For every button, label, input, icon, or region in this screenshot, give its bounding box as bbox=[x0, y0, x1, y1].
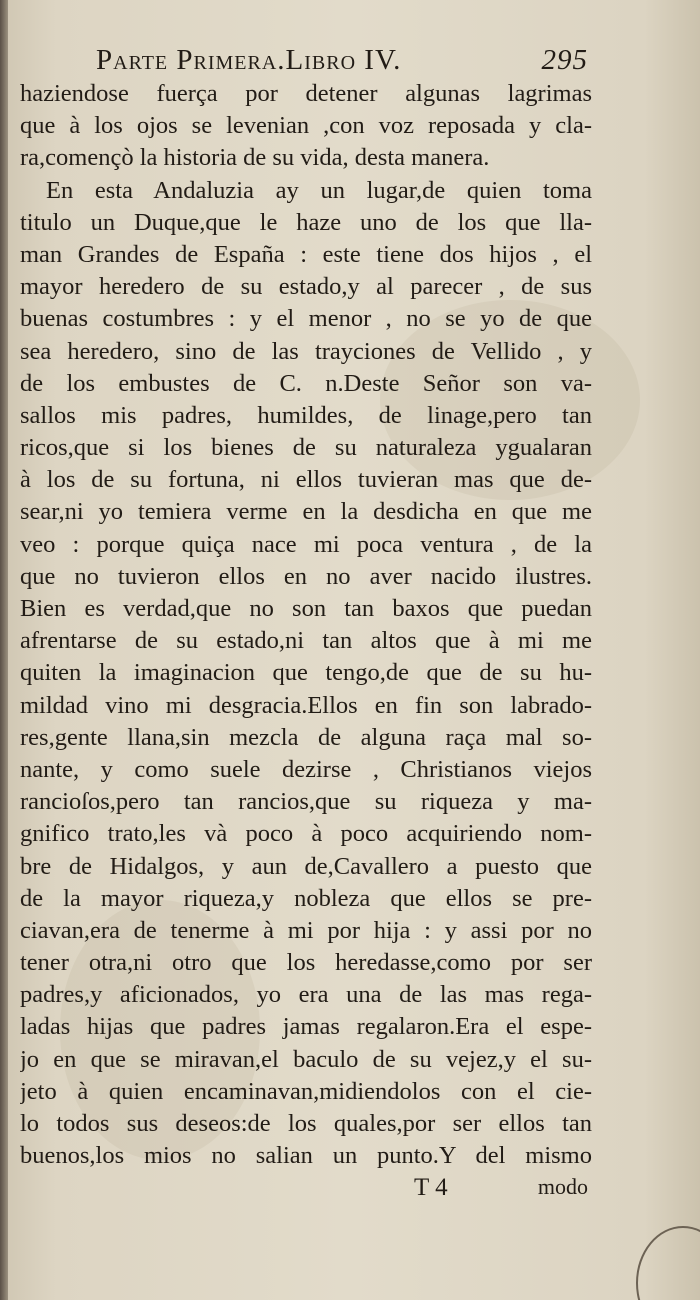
text-line: buenos,los mios no salian un punto.Y del mismo bbox=[20, 1142, 592, 1170]
catchword: modo bbox=[537, 1174, 588, 1199]
body-text bbox=[20, 78, 592, 1172]
text-line: padres,y aficionados, yo era una de las mas rega- bbox=[20, 981, 592, 1009]
text-line: gnifico trato,les và poco à poco acquiriendo nom- bbox=[20, 820, 592, 848]
text-line: Bien es verdad,que no son tan baxos que puedan bbox=[20, 595, 592, 622]
page-corner-curl bbox=[636, 1226, 700, 1300]
text-line: jeto à quien encaminavan,midiendolos con el cie- bbox=[20, 1077, 592, 1105]
running-head-title: Parte Primera.Libro IV. bbox=[96, 44, 402, 76]
text-line: lo todos sus deseos:de los quales,por ser ellos tan bbox=[20, 1110, 592, 1137]
text-line: ciavan,era de tenerme à mi por hija : y assi por no bbox=[20, 916, 592, 944]
text-line: tener otra,ni otro que los heredasse,como por ser bbox=[20, 949, 592, 977]
text-line: man Grandes de España : este tiene dos hijos , el bbox=[20, 240, 592, 268]
text-line: ricos,que si los bienes de su naturaleza ygualaran bbox=[20, 434, 592, 462]
text-line: afrentarse de su estado,ni tan altos que à mi me bbox=[20, 627, 592, 655]
page-footer bbox=[20, 1170, 592, 1210]
text-line: de los embustes de C. n.Deste Señor son va- bbox=[20, 369, 592, 397]
text-line: jo en que se miravan,el baculo de su vejez,y el su- bbox=[20, 1045, 592, 1073]
text-line: que no tuvieron ellos en no aver nacido ilustres. bbox=[20, 562, 592, 590]
text-line: sallos mis padres, humildes, de linage,pero tan bbox=[20, 401, 592, 429]
text-line: quiten la imaginacion que tengo,de que de su hu- bbox=[20, 659, 592, 687]
text-line: à los de su fortuna, ni ellos tuvieran mas que de- bbox=[20, 466, 592, 494]
text-line: sea heredero, sino de las trayciones de Vellido , y bbox=[20, 337, 592, 365]
text-line: res,gente llana,sin mezcla de alguna raça mal so- bbox=[20, 723, 592, 751]
text-line: bre de Hidalgos, y aun de,Cavallero a puesto que bbox=[20, 852, 592, 880]
text-line: En esta Andaluzia ay un lugar,de quien toma bbox=[46, 176, 592, 204]
text-line: ladas hijas que padres jamas regalaron.Era el espe- bbox=[20, 1013, 592, 1041]
text-line: titulo un Duque,que le haze uno de los que lla- bbox=[20, 208, 592, 236]
text-line: ra,començò la historia de su vida, desta manera. bbox=[20, 144, 490, 172]
text-line: veo : porque quiça nace mi poca ventura , de la bbox=[20, 530, 592, 558]
text-line: sear,ni yo temiera verme en la desdicha en que me bbox=[20, 498, 592, 526]
text-line: rancioſos,pero tan rancios,que su riqueza y ma- bbox=[20, 788, 592, 816]
page-number: 295 bbox=[541, 44, 588, 76]
text-line: haziendose fuerça por detener algunas lagrimas bbox=[20, 80, 592, 107]
text-line: mildad vino mi desgracia.Ellos en fin son labrado- bbox=[20, 691, 592, 719]
signature-mark: T 4 bbox=[414, 1174, 448, 1201]
text-line: que à los ojos se levenian ,con voz reposada y cla- bbox=[20, 112, 592, 140]
text-line: nante, y como suele dezirse , Christianos viejos bbox=[20, 755, 592, 783]
book-gutter bbox=[0, 0, 8, 1300]
text-line: buenas costumbres : y el menor , no se yo de que bbox=[20, 305, 592, 333]
text-line: de la mayor riqueza,y nobleza que ellos se pre- bbox=[20, 884, 592, 912]
text-line: mayor heredero de su estado,y al parecer , de sus bbox=[20, 273, 592, 301]
